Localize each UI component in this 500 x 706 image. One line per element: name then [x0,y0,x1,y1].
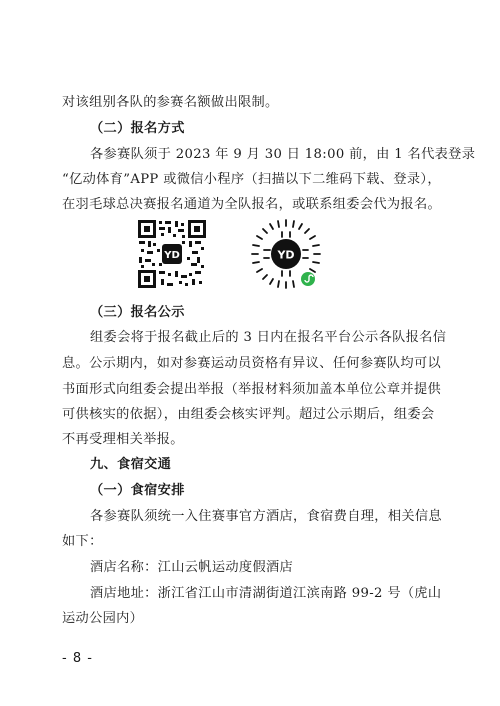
section-heading-registration-method: （二）报名方式 [90,121,185,136]
body-text-line: 各参赛队须于 2023 年 9 月 30 日 18:00 前，由 1 名代表登录 [90,147,476,162]
body-text-line: 息。公示期内，如对参赛运动员资格有异议、任何参赛队均可以 [62,356,442,371]
body-text-line: 在羽毛球总决赛报名通道为全队报名，或联系组委会代为报名。 [62,197,442,212]
chapter-heading-accommodation-transport: 九、食宿交通 [90,457,172,472]
app-download-qr-code [137,219,207,293]
body-text-line: 不再受理相关举报。 [62,432,184,447]
hotel-address-line: 酒店地址：浙江省江山市清湖街道江滨南路 99-2 号（虎山 [90,586,442,601]
svg-text:YD: YD [277,248,295,262]
body-text-line: 如下： [62,534,103,549]
body-text-line: 组委会将于报名截止后的 3 日内在报名平台公示各队报名信 [90,330,447,345]
hotel-address-line-continued: 运动公园内） [62,611,144,626]
body-text-line: 书面形式向组委会提出举报（举报材料须加盖本单位公章并提供 [62,382,442,397]
section-heading-accommodation: （一）食宿安排 [90,483,185,498]
page-number: - 8 - [62,651,93,666]
mini-program-qr-code [248,216,324,296]
body-text-line: “亿动体育”APP 或微信小程序（扫描以下二维码下载、登录）， [62,172,441,187]
section-heading-registration-publicity: （三）报名公示 [90,305,185,320]
body-text-line: 可供核实的依据），由组委会核实评判。超过公示期后，组委会 [62,407,435,422]
body-text-line: 对该组别各队的参赛名额做出限制。 [62,95,279,110]
hotel-name-line: 酒店名称：江山云帆运动度假酒店 [90,560,294,575]
body-text-line: 各参赛队须统一入住赛事官方酒店，食宿费自理，相关信息 [90,509,442,524]
svg-text:YD: YD [164,250,180,261]
